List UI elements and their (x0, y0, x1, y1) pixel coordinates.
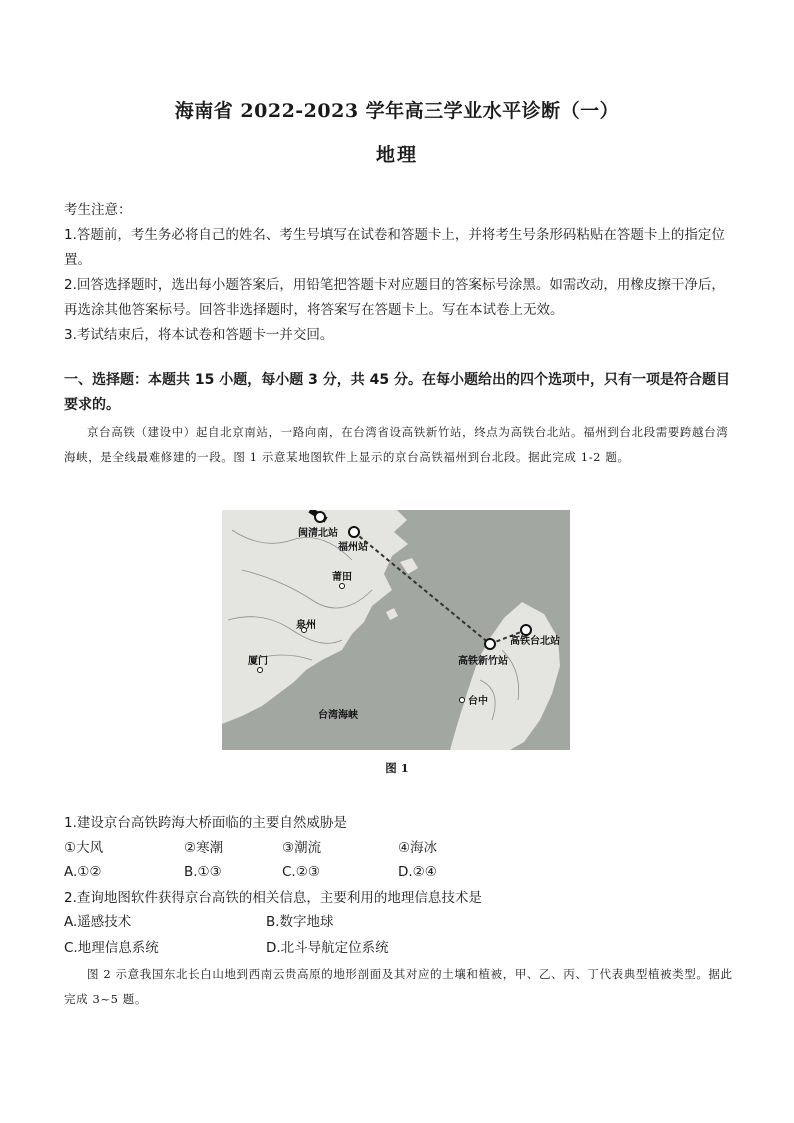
subject-title: 地理 (375, 144, 418, 166)
station-minqing-marker (315, 512, 325, 522)
label-taichung: 台中 (468, 696, 488, 707)
notice-item: 1.答题前，考生务必将自己的姓名、考生号填写在试卷和答题卡上，并将考生号条形码粘贴在答题卡上的指定位置。 (64, 227, 725, 268)
figure-1-map (222, 510, 570, 750)
city-taichung-dot (460, 698, 465, 703)
q1-option-b: B.①③ (184, 864, 222, 880)
exam-title: 海南省 2022-2023 学年高三学业水平诊断（一） (174, 100, 620, 122)
label-hsinchu: 高铁新竹站 (458, 656, 508, 667)
station-fuzhou-marker (349, 527, 359, 537)
station-hsinchu-marker (485, 639, 495, 649)
q2-option-c: C.地理信息系统 (64, 940, 159, 956)
q1-item: ②寒潮 (184, 840, 224, 856)
label-quanzhou: 泉州 (296, 620, 316, 631)
station-taipei-marker (521, 625, 531, 635)
notice-item: 2.回答选择题时，选出每小题答案后，用铅笔把答题卡对应题目的答案标号涂黑。如需改动，用橡皮擦干净后，再选涂其他答案标号。回答非选择题时，将答案写在答题卡上。写在本试卷上无效。 (64, 277, 725, 318)
notice-item: 3.考试结束后，将本试卷和答题卡一并交回。 (64, 327, 334, 343)
q1-option-d: D.②④ (398, 864, 437, 880)
q2-option-a: A.遥感技术 (64, 914, 132, 930)
q1-option-a: A.①② (64, 864, 102, 880)
label-minqing: 闽清北站 (298, 528, 338, 539)
q2-option-b: B.数字地球 (266, 914, 334, 930)
label-strait: 台湾海峡 (318, 710, 358, 721)
q1-option-c: C.②③ (282, 864, 320, 880)
figure-1-caption: 图 1 (385, 761, 409, 775)
label-fuzhou: 福州站 (338, 542, 368, 553)
city-putian-dot (340, 584, 345, 589)
label-putian: 莆田 (332, 572, 352, 583)
q1-item: ④海冰 (398, 840, 438, 856)
question-2-stem: 2.查询地图软件获得京台高铁的相关信息，主要利用的地理信息技术是 (64, 890, 482, 906)
label-taipei: 高铁台北站 (510, 636, 560, 647)
question-1-stem: 1.建设京台高铁跨海大桥面临的主要自然威胁是 (64, 815, 347, 831)
passage-1: 京台高铁（建设中）起自北京南站，一路向南，在台湾省设高铁新竹站，终点为高铁台北站。福州到台北段需要跨越台湾海峡，是全线最难修建的一段。图 1 示意某地图软件上显示的京台高铁福州到台北段。据此完成 1-2 题。 (64, 425, 729, 464)
q1-item: ③潮流 (282, 840, 322, 856)
notice-block (64, 198, 734, 348)
city-xiamen-dot (258, 668, 263, 673)
passage-2: 图 2 示意我国东北长白山地到西南云贵高原的地形剖面及其对应的土壤和植被，甲、乙、丙、丁代表典型植被类型。据此完成 3~5 题。 (64, 967, 733, 1006)
section-heading: 一、选择题：本题共 15 小题，每小题 3 分，共 45 分。在每小题给出的四个选项中，只有一项是符合题目要求的。 (64, 372, 730, 413)
q2-option-d: D.北斗导航定位系统 (266, 940, 389, 956)
label-xiamen: 厦门 (248, 656, 268, 667)
q1-item: ①大风 (64, 840, 104, 856)
notice-heading: 考生注意： (64, 202, 132, 218)
